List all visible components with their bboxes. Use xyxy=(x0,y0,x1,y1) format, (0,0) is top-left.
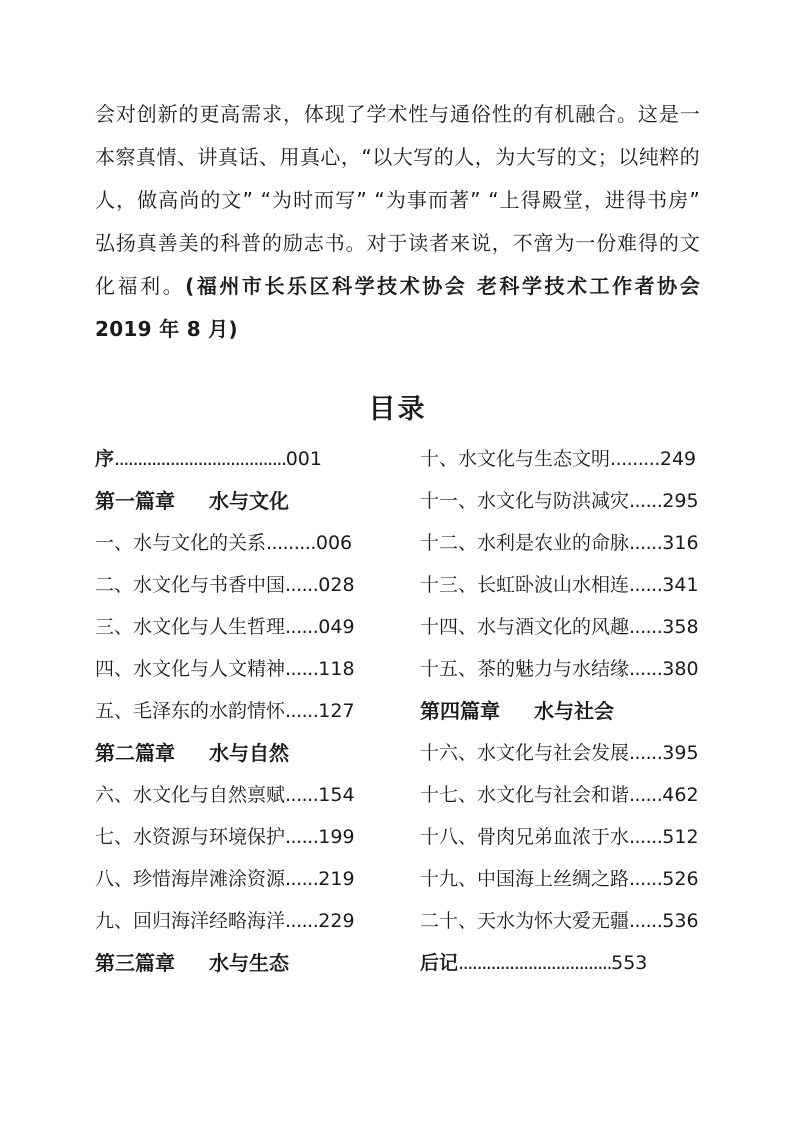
toc-entry-leader-dots: ...... xyxy=(629,868,663,890)
toc-section-heading xyxy=(95,480,420,522)
toc-entry-label: 后记 xyxy=(420,952,459,974)
toc-entry-page-number: 028 xyxy=(318,574,355,596)
toc-section-part-label: 第三篇章 xyxy=(95,951,175,975)
toc-entry-leader-dots: ...... xyxy=(629,742,663,764)
toc-entry xyxy=(95,690,420,732)
toc-entry-leader-dots: ...... xyxy=(285,868,319,890)
toc-entry-page-number: 049 xyxy=(318,616,355,638)
toc-entry xyxy=(95,438,420,480)
toc-entry-label: 十、水文化与生态文明 xyxy=(420,448,611,470)
toc-entry-label: 二十、天水为怀大爱无疆 xyxy=(420,910,630,932)
toc-entry-leader-dots: ...... xyxy=(285,826,319,848)
toc-entry-page-number: 395 xyxy=(662,742,699,764)
toc-section-part-label: 第四篇章 xyxy=(420,699,500,723)
table-of-contents xyxy=(95,438,700,984)
toc-entry-label: 十八、骨肉兄弟血浓于水 xyxy=(420,826,630,848)
toc-entry-page-number: 526 xyxy=(662,868,699,890)
toc-entry xyxy=(95,900,420,942)
toc-entry-page-number: 380 xyxy=(662,658,699,680)
toc-entry-leader-dots: ...... xyxy=(285,910,319,932)
toc-entry-page-number: 553 xyxy=(611,952,648,974)
toc-entry-page-number: 249 xyxy=(659,448,697,470)
toc-entry-leader-dots: ...... xyxy=(285,700,319,722)
toc-entry-leader-dots: ......... xyxy=(610,448,660,470)
toc-entry xyxy=(420,774,700,816)
toc-entry-leader-dots: ...... xyxy=(285,784,319,806)
toc-left-column xyxy=(95,438,420,984)
toc-entry-label: 十四、水与酒文化的风趣 xyxy=(420,616,630,638)
toc-entry-page-number: 316 xyxy=(662,532,699,554)
toc-entry xyxy=(420,522,700,564)
toc-entry-label: 七、水资源与环境保护 xyxy=(95,826,286,848)
toc-entry-leader-dots: ......... xyxy=(266,532,316,554)
toc-entry-label: 十二、水利是农业的命脉 xyxy=(420,532,630,554)
toc-entry-page-number: 229 xyxy=(318,910,355,932)
toc-entry-page-number: 462 xyxy=(662,784,699,806)
toc-entry-page-number: 219 xyxy=(318,868,355,890)
toc-entry-page-number: 154 xyxy=(318,784,355,806)
toc-entry-label: 十七、水文化与社会和谐 xyxy=(420,784,630,806)
intro-paragraph xyxy=(95,93,700,351)
toc-entry xyxy=(420,942,700,984)
toc-entry xyxy=(420,606,700,648)
toc-entry xyxy=(420,648,700,690)
toc-entry-page-number: 118 xyxy=(318,658,355,680)
toc-entry-label: 序 xyxy=(95,448,115,470)
toc-entry-page-number: 512 xyxy=(662,826,699,848)
toc-entry-leader-dots: ...... xyxy=(629,532,663,554)
toc-entry-label: 十三、长虹卧波山水相连 xyxy=(420,574,630,596)
toc-entry-leader-dots: ...... xyxy=(629,910,663,932)
toc-entry-leader-dots: ...... xyxy=(629,784,663,806)
toc-section-heading xyxy=(95,732,420,774)
toc-entry-page-number: 001 xyxy=(285,448,322,470)
toc-entry-label: 十五、茶的魅力与水结缘 xyxy=(420,658,630,680)
toc-entry-label: 六、水文化与自然禀赋 xyxy=(95,784,286,806)
toc-entry xyxy=(420,564,700,606)
toc-entry xyxy=(420,900,700,942)
toc-section-name: 水与社会 xyxy=(534,699,614,723)
toc-entry xyxy=(420,816,700,858)
toc-entry-page-number: 341 xyxy=(662,574,699,596)
toc-section-heading xyxy=(420,690,700,732)
toc-entry-label: 一、水与文化的关系 xyxy=(95,532,267,554)
toc-entry-label: 八、珍惜海岸滩涂资源 xyxy=(95,868,286,890)
toc-entry-label: 五、毛泽东的水韵情怀 xyxy=(95,700,286,722)
toc-entry xyxy=(95,564,420,606)
toc-entry xyxy=(95,858,420,900)
toc-title: 目录 xyxy=(368,394,427,425)
toc-entry-page-number: 536 xyxy=(662,910,699,932)
toc-entry-label: 二、水文化与书香中国 xyxy=(95,574,286,596)
toc-entry-page-number: 199 xyxy=(318,826,355,848)
intro-source-bold: (福州市长乐区科学技术协会 老科学技术工作者协会 2019 年 8 月) xyxy=(95,274,700,341)
toc-entry-leader-dots: ...... xyxy=(285,616,319,638)
toc-entry xyxy=(95,648,420,690)
toc-entry-leader-dots: ...... xyxy=(629,574,663,596)
toc-section-name: 水与自然 xyxy=(209,741,289,765)
toc-entry xyxy=(420,480,700,522)
toc-section-part-label: 第二篇章 xyxy=(95,741,175,765)
toc-entry xyxy=(420,732,700,774)
toc-entry-leader-dots: ...... xyxy=(629,490,663,512)
toc-entry-page-number: 295 xyxy=(662,490,699,512)
toc-section-name: 水与文化 xyxy=(209,489,289,513)
toc-entry xyxy=(95,774,420,816)
toc-entry-leader-dots: ..................................... xyxy=(114,448,286,470)
toc-entry-label: 九、回归海洋经略海洋 xyxy=(95,910,286,932)
toc-entry xyxy=(95,522,420,564)
toc-entry-page-number: 358 xyxy=(662,616,699,638)
toc-entry xyxy=(95,606,420,648)
toc-entry-label: 三、水文化与人生哲理 xyxy=(95,616,286,638)
toc-entry-page-number: 127 xyxy=(318,700,355,722)
toc-entry-label: 十六、水文化与社会发展 xyxy=(420,742,630,764)
toc-entry-leader-dots: ...... xyxy=(629,826,663,848)
toc-entry-leader-dots: ................................. xyxy=(458,952,612,974)
toc-entry-leader-dots: ...... xyxy=(285,658,319,680)
toc-section-name: 水与生态 xyxy=(209,951,289,975)
toc-entry xyxy=(95,816,420,858)
intro-text: 会对创新的更高需求，体现了学术性与通俗性的有机融合。这是一本察真情、讲真话、用真心，“以大写的人，为大写的文；以纯粹的人，做高尚的文” “为时而写” “为事而著” “上得殿堂，进得书房” 弘扬真善美的科普的励志书。对于读者来说，不啻为一份难得的文化福利。 xyxy=(95,102,700,298)
toc-entry-leader-dots: ...... xyxy=(629,616,663,638)
toc-right-column xyxy=(420,438,700,984)
toc-entry xyxy=(420,438,700,480)
toc-entry-page-number: 006 xyxy=(315,532,353,554)
toc-section-heading xyxy=(95,942,420,984)
toc-entry-label: 十九、中国海上丝绸之路 xyxy=(420,868,630,890)
toc-section-part-label: 第一篇章 xyxy=(95,489,175,513)
toc-entry-label: 十一、水文化与防洪减灾 xyxy=(420,490,630,512)
toc-entry xyxy=(420,858,700,900)
toc-entry-label: 四、水文化与人文精神 xyxy=(95,658,286,680)
toc-entry-leader-dots: ...... xyxy=(629,658,663,680)
toc-entry-leader-dots: ...... xyxy=(285,574,319,596)
